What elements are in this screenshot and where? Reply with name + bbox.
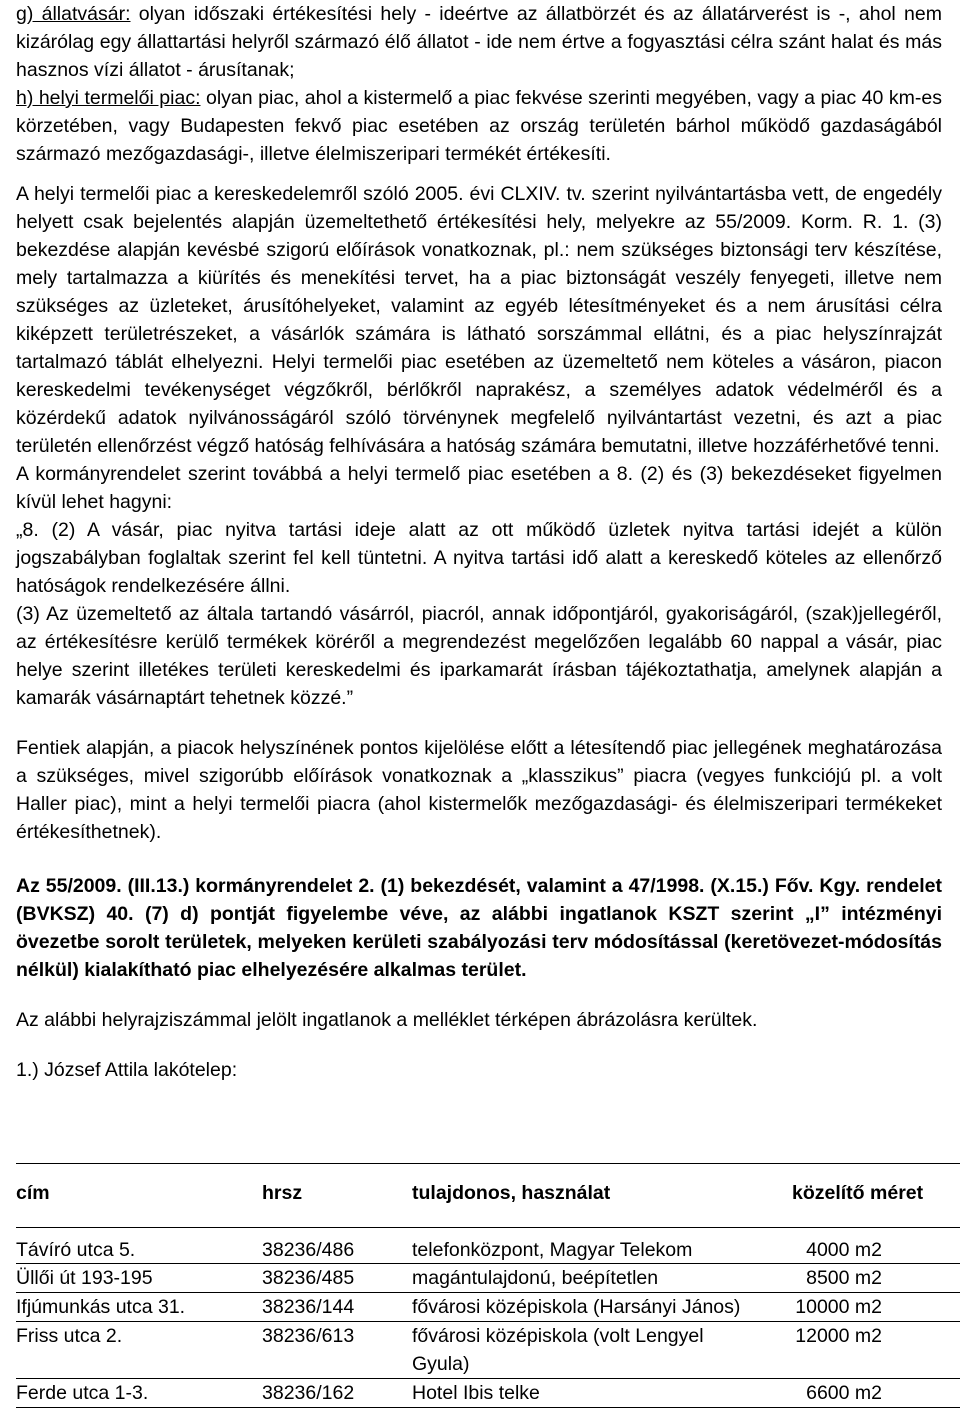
- cell-tulajdonos: fővárosi középiskola (Harsányi János): [412, 1296, 741, 1318]
- cell-hrsz: 38236/486: [262, 1239, 355, 1261]
- cell-cim: Ifjúmunkás utca 31.: [16, 1296, 186, 1318]
- paragraph-helyi-termeloi-piac: A helyi termelői piac a kereskedelemről szóló 2005. évi CLXIV. tv. szerint nyilvántartásba vett, de engedély helyett csak bejelentés alapján üzemeltethető értékesítési hely, melyekre az 55/2009. Korm. R. 1. (3) bekezdése alapján kevésbé szigorú előírások vonatkoznak, pl.: nem szükséges biztonsági terv készítése, mely tartalmazza a kiürítés és menekítési tervet, ha a piac biztonságát veszély fenyegeti, illetve nem szükséges az üzleteket, árusítóhelyeket, valamint az egyéb létesítményeket és a nem árusítási célra kiképzett területrészeket, a vásárlók számára is látható sorszámmal ellátni, és a piac helyszínrajzát tartalmazó táblát elhelyezni. Helyi termelői piac esetében az üzemeltető nem köteles a vásáron, piacon kereskedelmi tevékenységet végzőkről, bérlőkről naprakész, a személyes adatok védelméről és a közérdekű adatok nyilvánosságáról szóló törvénynek megfelelő nyilvántartást vezetni, és azt a piac területén ellenőrzést végző hatóság felhívására a hatóság számára bemutatni, illetve hozzáférhetővé tenni.: [16, 183, 942, 457]
- paragraph-helyrajziszam: Az alábbi helyrajziszámmal jelölt ingatlanok a melléklet térképen ábrázolásra kerültek.: [16, 1009, 758, 1031]
- cell-meret: 10000 m2: [795, 1296, 882, 1318]
- paragraph-quote-8-3: (3) Az üzemeltető az általa tartandó vásárról, piacról, annak időpontjáról, gyakoriságáról, (szak)jellegéről, az értékesítésre kerülő termékek köréről a megrendezést megelőzően legalább 60 nappal a vásár, piac helye szerint illetékes területi kereskedelmi és iparkamarát írásban tájékoztathatja, amelynek alapján a kamarák vásárnaptárt tehetnek közzé.”: [16, 603, 942, 709]
- cell-tulajdonos: telefonközpont, Magyar Telekom: [412, 1239, 693, 1261]
- cell-hrsz: 38236/162: [262, 1382, 355, 1404]
- definition-h-text: olyan piac, ahol a kistermelő a piac fekvése szerinti megyében, vagy a piac 40 km-es körzetében, vagy Budapesten fekvő piac esetében az ország területén bárhol működő gazdaságából származó mezőgazdasági-, illetve élelmiszeripari termékét értékesíti.: [16, 87, 942, 165]
- cell-meret: 6600 m2: [806, 1382, 882, 1404]
- cell-meret: 12000 m2: [795, 1325, 882, 1347]
- cell-cim: Ferde utca 1-3.: [16, 1382, 149, 1404]
- term-allatvasar: g) állatvásár:: [16, 3, 131, 25]
- cell-hrsz: 38236/613: [262, 1325, 355, 1347]
- cell-cim: Friss utca 2.: [16, 1325, 123, 1347]
- header-cim: cím: [16, 1182, 50, 1204]
- cell-meret: 4000 m2: [806, 1239, 882, 1261]
- definition-h: [16, 84, 942, 168]
- table-bottom-rule: [16, 1407, 960, 1408]
- cell-cim: Üllői út 193-195: [16, 1267, 153, 1289]
- definition-g-text: olyan időszaki értékesítési hely - ideértve az állatbörzét és az állatárverést is -, ahol nem kizárólag egy állattartási helyről származó élő állatot - ide nem értve a fogyasztási célra szánt halat és más hasznos vízi állatot - árusítanak;: [16, 3, 942, 81]
- paragraph-quote-8-2: „8. (2) A vásár, piac nyitva tartási ideje alatt az ott működő üzletek nyitva tartási idejét a külön jogszabályban foglaltak szerint fel kell tüntetni. A nyitva tartási idő alatt a kereskedő köteles az ellenőrző hatóságok rendelkezésére állni.: [16, 519, 942, 597]
- cell-tulajdonos: fővárosi középiskola (volt Lengyel Gyula): [412, 1325, 704, 1375]
- table-top-rule: [16, 1163, 960, 1164]
- paragraph-fentiek: Fentiek alapján, a piacok helyszínének pontos kijelölése előtt a létesítendő piac jellegének meghatározása a szükséges, mivel szigorúbb előírások vonatkoznak a „klasszikus” piacra (vegyes funkciójú pl. a volt Haller piac), mint a helyi termelői piacra (ahol kistermelők mezőgazdasági- és élelmiszeripari termékeket értékesíthetnek).: [16, 737, 942, 843]
- header-meret: közelítő méret: [792, 1182, 924, 1204]
- cell-hrsz: 38236/485: [262, 1267, 355, 1289]
- cell-cim: Távíró utca 5.: [16, 1239, 136, 1261]
- term-helyi-termeloi-piac: h) helyi termelői piac:: [16, 87, 201, 109]
- cell-tulajdonos: Hotel Ibis telke: [412, 1382, 540, 1404]
- cell-tulajdonos: magántulajdonú, beépítetlen: [412, 1267, 659, 1289]
- header-hrsz: hrsz: [262, 1182, 303, 1204]
- table-header-row: [16, 1179, 960, 1207]
- document-page: [16, 0, 942, 1084]
- header-tulajdonos: tulajdonos, használat: [412, 1182, 611, 1204]
- cell-meret: 8500 m2: [806, 1267, 882, 1289]
- paragraph-bold-conclusion: Az 55/2009. (III.13.) kormányrendelet 2. (1) bekezdését, valamint a 47/1998. (X.15.) Főv. Kgy. rendelet (BVKSZ) 40. (7) d) pontját figyelembe véve, az alábbi ingatlanok KSZT szerint „I” intézményi övezetbe sorolt területek, melyeken kerületi szabályozási terv módosítással (keretövezet-módosítás nélkül) kialakítható piac elhelyezésére alkalmas terület.: [16, 875, 942, 981]
- definition-g: [16, 0, 942, 84]
- cell-hrsz: 38236/144: [262, 1296, 355, 1318]
- table-header-rule: [16, 1227, 960, 1228]
- paragraph-kormanyrendelet: A kormányrendelet szerint továbbá a helyi termelő piac esetében a 8. (2) és (3) bekezdéseket figyelmen kívül lehet hagyni:: [16, 463, 942, 513]
- section-heading-jozsef-attila: 1.) József Attila lakótelep:: [16, 1059, 238, 1081]
